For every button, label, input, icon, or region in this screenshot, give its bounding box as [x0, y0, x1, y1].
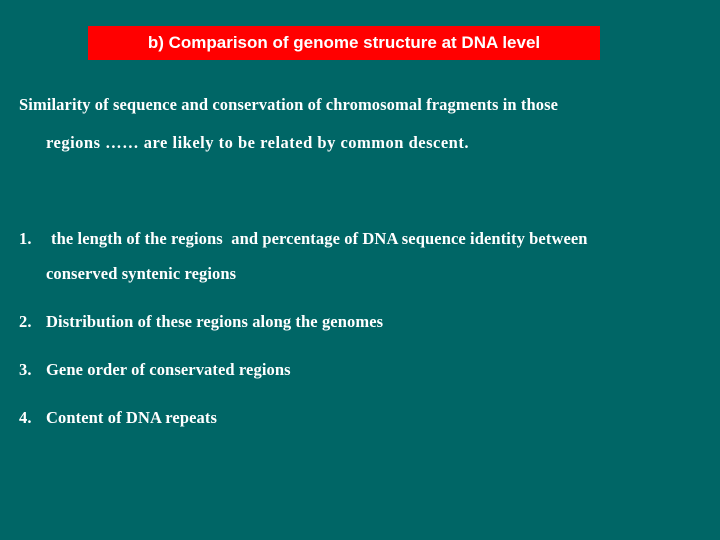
- intro-line-2: regions …… are likely to be related by common descent.: [46, 133, 469, 152]
- list-item-1: [19, 229, 588, 249]
- list-item-4: [19, 408, 217, 428]
- list-item-number: 4.: [19, 408, 32, 427]
- list-item-2: [19, 312, 383, 332]
- list-item-text: Distribution of these regions along the genomes: [46, 312, 384, 331]
- list-item-1-continuation: conserved syntenic regions: [46, 264, 237, 283]
- list-item-text: Content of DNA repeats: [46, 408, 218, 427]
- list-item-number: 2.: [19, 312, 32, 331]
- list-item-text: Gene order of conservated regions: [46, 360, 291, 379]
- title-banner: [88, 26, 600, 60]
- list-item-text: the length of the regions and percentage of DNA sequence identity between: [51, 229, 588, 248]
- list-item-number: 3.: [19, 360, 32, 379]
- intro-line-1: Similarity of sequence and conservation of chromosomal fragments in those: [19, 95, 559, 114]
- list-item-number: 1.: [19, 229, 32, 248]
- slide-title: b) Comparison of genome structure at DNA level: [147, 33, 541, 52]
- list-item-3: [19, 360, 291, 380]
